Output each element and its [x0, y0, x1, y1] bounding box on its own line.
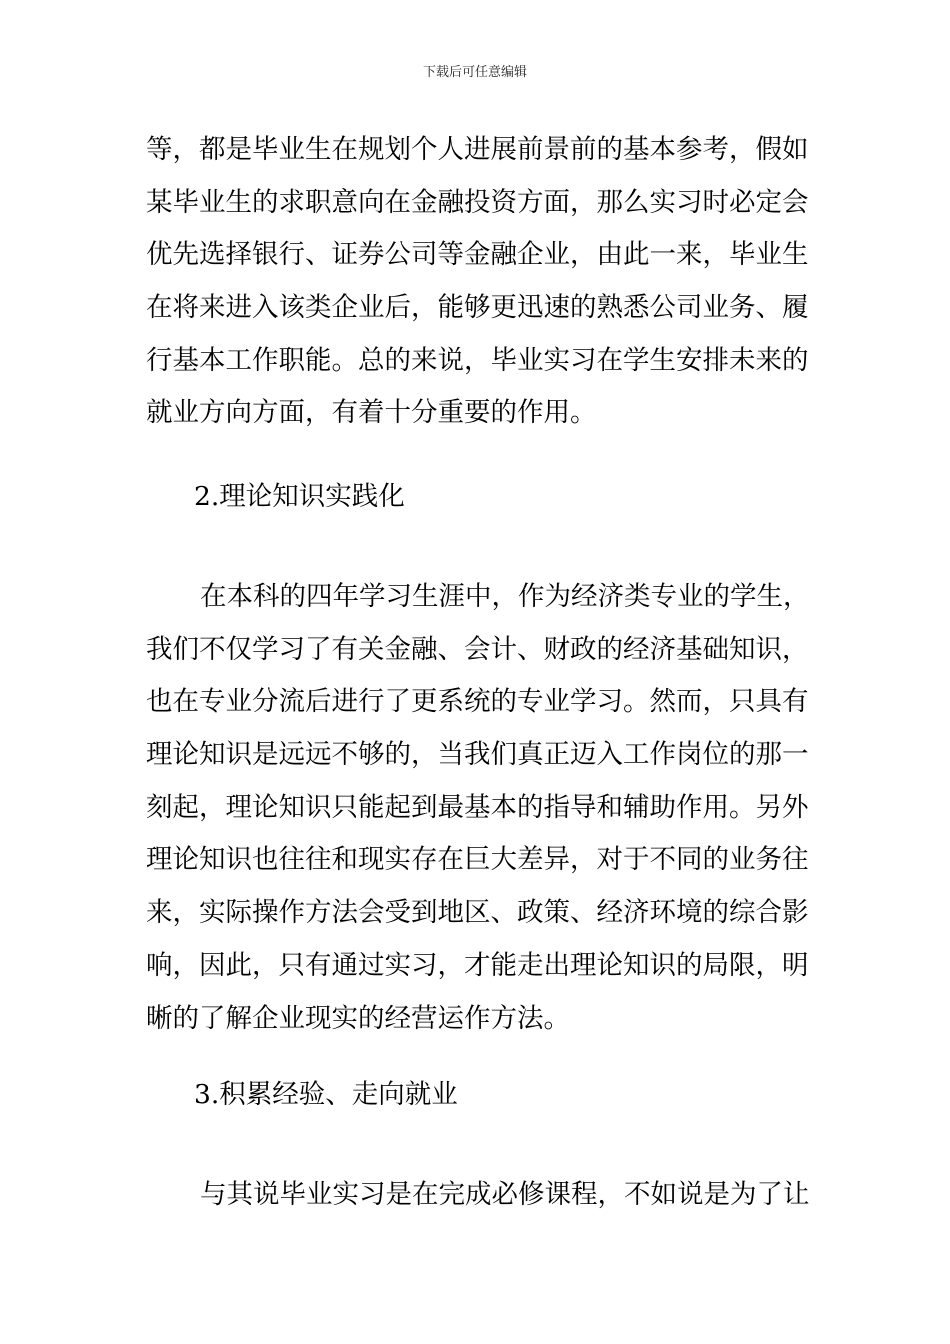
text-line: 晰的了解企业现实的经营运作方法。: [146, 1002, 570, 1034]
text-line: 理论知识是远远不够的，当我们真正迈入工作岗位的那一: [146, 739, 809, 771]
text-line: 就业方向方面，有着十分重要的作用。: [146, 397, 597, 429]
page-header: [0, 64, 950, 82]
text-line: 刻起，理论知识只能起到最基本的指导和辅助作用。另外: [146, 791, 809, 823]
section-heading-2: [146, 471, 806, 524]
header-text: 下载后可任意编辑: [422, 65, 527, 80]
section-heading: 2.理论知识实践化: [194, 481, 405, 512]
text-line: 在本科的四年学习生涯中，作为经济类专业的学生，: [200, 581, 810, 612]
paragraph-continuation: [146, 124, 809, 440]
paragraph-theory-practice: [146, 571, 810, 1045]
text-line: 也在专业分流后进行了更系统的专业学习。然而，只具有: [146, 686, 809, 718]
text-line: 某毕业生的求职意向在金融投资方面，那么实习时必定会: [146, 186, 809, 218]
text-line: 与其说毕业实习是在完成必修课程，不如说是为了让: [200, 1179, 810, 1210]
paragraph-experience: [146, 1169, 810, 1222]
text-line: 我们不仅学习了有关金融、会计、财政的经济基础知识，: [146, 633, 809, 665]
text-line: 优先选择银行、证券公司等金融企业，由此一来，毕业生: [146, 239, 809, 271]
text-line: 在将来进入该类企业后，能够更迅速的熟悉公司业务、履: [146, 292, 809, 324]
text-line: 行基本工作职能。总的来说，毕业实习在学生安排未来的: [146, 344, 809, 376]
text-line: 响，因此，只有通过实习，才能走出理论知识的局限，明: [146, 949, 809, 981]
text-line: 来，实际操作方法会受到地区、政策、经济环境的综合影: [146, 897, 809, 929]
section-heading-3: [146, 1069, 806, 1122]
text-line: 等，都是毕业生在规划个人进展前景前的基本参考，假如: [146, 134, 809, 165]
text-line: 理论知识也往往和现实存在巨大差异，对于不同的业务往: [146, 844, 809, 876]
section-heading: 3.积累经验、走向就业: [194, 1079, 458, 1110]
